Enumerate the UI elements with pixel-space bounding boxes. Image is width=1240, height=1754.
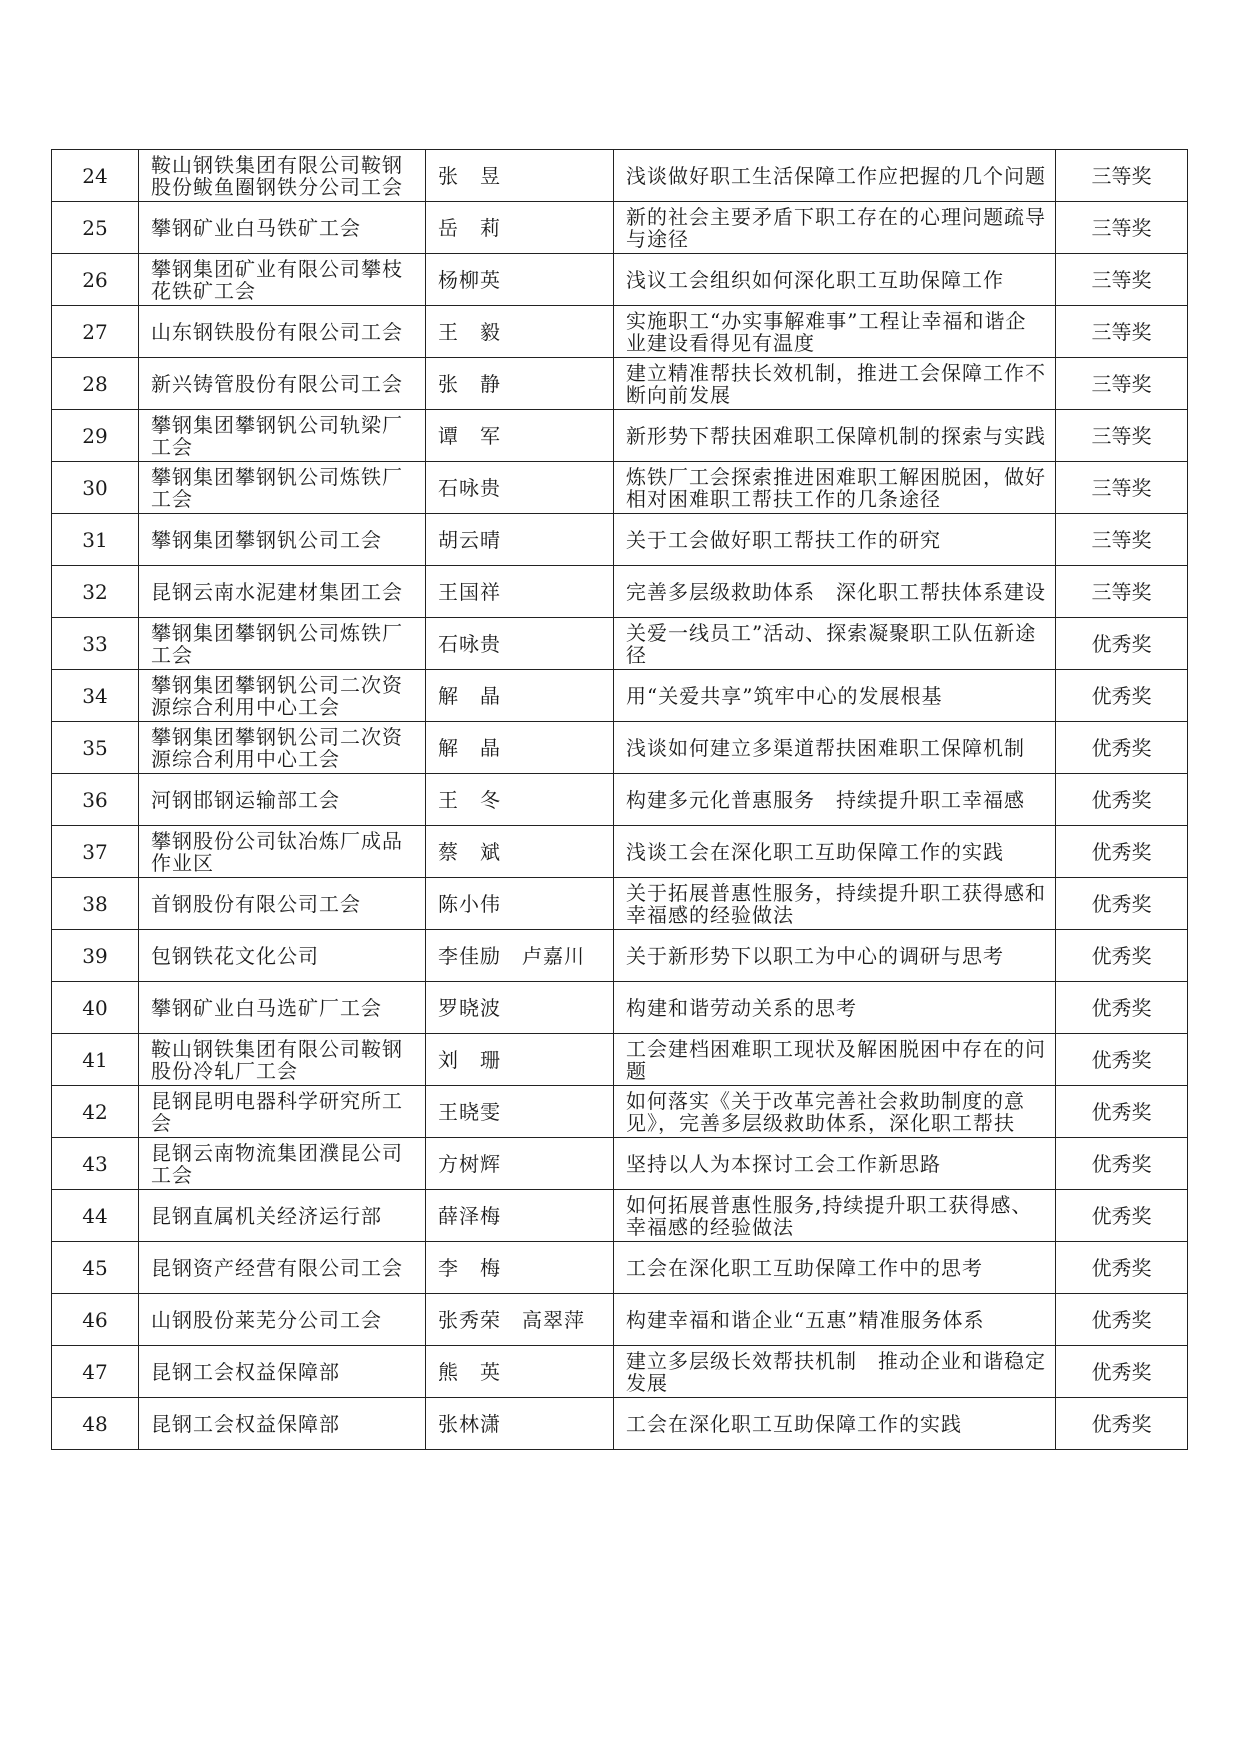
paper-title: 工会在深化职工互助保障工作的实践 [626, 1412, 962, 1435]
table-row [52, 358, 1188, 410]
author-name-cell [426, 1034, 614, 1086]
author-name: 王 冬 [438, 787, 501, 812]
unit-name: 攀钢矿业白马选矿厂工会 [151, 996, 382, 1019]
author-name-cell [426, 462, 614, 514]
unit-name-cell [139, 722, 426, 774]
paper-title-cell [614, 930, 1056, 982]
unit-name: 昆钢工会权益保障部 [151, 1360, 340, 1383]
row-number: 35 [82, 735, 108, 760]
author-name-cell [426, 670, 614, 722]
award-level: 优秀奖 [1091, 1411, 1152, 1436]
row-number-cell [52, 306, 139, 358]
unit-name-cell [139, 306, 426, 358]
award-level: 三等奖 [1091, 215, 1152, 240]
award-level: 优秀奖 [1091, 1307, 1152, 1332]
author-name: 方树辉 [438, 1151, 501, 1176]
award-level-cell [1056, 878, 1188, 930]
table-row [52, 1086, 1188, 1138]
unit-name-cell [139, 1034, 426, 1086]
paper-title: 坚持以人为本探讨工会工作新思路 [626, 1152, 941, 1175]
author-name-cell [426, 514, 614, 566]
award-level: 优秀奖 [1091, 683, 1152, 708]
row-number: 27 [82, 319, 108, 344]
paper-title-cell [614, 1398, 1056, 1450]
unit-name: 攀钢集团攀钢钒公司炼铁厂工会 [151, 621, 403, 666]
row-number: 33 [82, 631, 108, 656]
author-name: 熊 英 [438, 1359, 501, 1384]
paper-title-cell [614, 566, 1056, 618]
row-number-cell [52, 254, 139, 306]
author-name-cell [426, 566, 614, 618]
paper-title-cell [614, 462, 1056, 514]
row-number: 42 [82, 1099, 108, 1124]
row-number-cell [52, 1346, 139, 1398]
award-level: 优秀奖 [1091, 1151, 1152, 1176]
award-level: 三等奖 [1091, 267, 1152, 292]
paper-title: 构建幸福和谐企业“五惠”精准服务体系 [626, 1308, 985, 1331]
unit-name-cell [139, 1398, 426, 1450]
table-row [52, 410, 1188, 462]
author-name-cell [426, 150, 614, 202]
award-level-cell [1056, 826, 1188, 878]
paper-title: 浅谈如何建立多渠道帮扶困难职工保障机制 [626, 736, 1025, 759]
row-number: 47 [82, 1359, 108, 1384]
unit-name-cell [139, 410, 426, 462]
author-name-cell [426, 982, 614, 1034]
table-row [52, 1398, 1188, 1450]
row-number-cell [52, 670, 139, 722]
award-level-cell [1056, 1294, 1188, 1346]
paper-title-cell [614, 982, 1056, 1034]
paper-title: 浅议工会组织如何深化职工互助保障工作 [626, 268, 1004, 291]
unit-name-cell [139, 462, 426, 514]
award-level-cell [1056, 1086, 1188, 1138]
unit-name: 昆钢直属机关经济运行部 [151, 1204, 382, 1227]
award-level-cell [1056, 462, 1188, 514]
award-level-cell [1056, 1138, 1188, 1190]
row-number: 34 [82, 683, 108, 708]
table-row [52, 878, 1188, 930]
row-number-cell [52, 878, 139, 930]
unit-name: 攀钢集团攀钢钒公司二次资源综合利用中心工会 [151, 725, 403, 770]
unit-name-cell [139, 826, 426, 878]
paper-title: 新的社会主要矛盾下职工存在的心理问题疏导与途径 [626, 205, 1046, 250]
row-number-cell [52, 566, 139, 618]
row-number: 32 [82, 579, 108, 604]
paper-title-cell [614, 306, 1056, 358]
unit-name: 新兴铸管股份有限公司工会 [151, 372, 403, 395]
row-number-cell [52, 930, 139, 982]
unit-name: 昆钢昆明电器科学研究所工会 [151, 1089, 403, 1134]
paper-title-cell [614, 254, 1056, 306]
paper-title-cell [614, 514, 1056, 566]
row-number-cell [52, 826, 139, 878]
author-name: 罗晓波 [438, 995, 501, 1020]
award-level-cell [1056, 514, 1188, 566]
award-level-cell [1056, 306, 1188, 358]
unit-name-cell [139, 1346, 426, 1398]
paper-title-cell [614, 1086, 1056, 1138]
unit-name: 鞍山钢铁集团有限公司鞍钢股份鲅鱼圈钢铁分公司工会 [151, 153, 403, 198]
row-number-cell [52, 1086, 139, 1138]
unit-name: 昆钢云南水泥建材集团工会 [151, 580, 403, 603]
author-name: 石咏贵 [438, 475, 501, 500]
unit-name-cell [139, 1086, 426, 1138]
row-number-cell [52, 774, 139, 826]
author-name-cell [426, 878, 614, 930]
paper-title-cell [614, 1346, 1056, 1398]
unit-name-cell [139, 358, 426, 410]
unit-name-cell [139, 150, 426, 202]
row-number-cell [52, 1190, 139, 1242]
author-name: 石咏贵 [438, 631, 501, 656]
unit-name-cell [139, 618, 426, 670]
paper-title-cell [614, 410, 1056, 462]
unit-name: 昆钢资产经营有限公司工会 [151, 1256, 403, 1279]
award-table [51, 149, 1188, 1450]
row-number: 26 [82, 267, 108, 292]
paper-title: 工会建档困难职工现状及解困脱困中存在的问题 [626, 1037, 1046, 1082]
author-name-cell [426, 202, 614, 254]
paper-title-cell [614, 826, 1056, 878]
author-name: 王国祥 [438, 579, 501, 604]
paper-title-cell [614, 722, 1056, 774]
row-number: 46 [82, 1307, 108, 1332]
author-name-cell [426, 618, 614, 670]
unit-name: 攀钢矿业白马铁矿工会 [151, 216, 361, 239]
author-name: 李 梅 [438, 1255, 501, 1280]
row-number-cell [52, 202, 139, 254]
award-level-cell [1056, 670, 1188, 722]
award-level: 优秀奖 [1091, 787, 1152, 812]
row-number: 28 [82, 371, 108, 396]
table-row [52, 982, 1188, 1034]
table-row [52, 1242, 1188, 1294]
paper-title: 建立多层级长效帮扶机制 推动企业和谐稳定发展 [626, 1349, 1046, 1394]
paper-title-cell [614, 150, 1056, 202]
award-level: 优秀奖 [1091, 735, 1152, 760]
award-level-cell [1056, 1034, 1188, 1086]
unit-name-cell [139, 1138, 426, 1190]
paper-title-cell [614, 202, 1056, 254]
row-number: 24 [82, 163, 108, 188]
table-row [52, 774, 1188, 826]
paper-title: 关于工会做好职工帮扶工作的研究 [626, 528, 941, 551]
table-row [52, 566, 1188, 618]
paper-title: 构建多元化普惠服务 持续提升职工幸福感 [626, 788, 1025, 811]
award-level-cell [1056, 930, 1188, 982]
unit-name: 河钢邯钢运输部工会 [151, 788, 340, 811]
row-number: 40 [82, 995, 108, 1020]
row-number-cell [52, 1034, 139, 1086]
unit-name: 攀钢集团攀钢钒公司工会 [151, 528, 382, 551]
author-name: 陈小伟 [438, 891, 501, 916]
award-level: 优秀奖 [1091, 1203, 1152, 1228]
row-number-cell [52, 410, 139, 462]
unit-name-cell [139, 1294, 426, 1346]
author-name-cell [426, 1294, 614, 1346]
row-number: 41 [82, 1047, 108, 1072]
award-level: 优秀奖 [1091, 943, 1152, 968]
row-number: 36 [82, 787, 108, 812]
author-name: 杨柳英 [438, 267, 501, 292]
award-level-cell [1056, 1190, 1188, 1242]
paper-title: 建立精准帮扶长效机制，推进工会保障工作不断向前发展 [626, 361, 1046, 406]
unit-name-cell [139, 1242, 426, 1294]
unit-name: 包钢铁花文化公司 [151, 944, 319, 967]
row-number: 38 [82, 891, 108, 916]
author-name: 张 静 [438, 371, 501, 396]
award-level: 三等奖 [1091, 371, 1152, 396]
author-name: 解 晶 [438, 683, 501, 708]
author-name: 张林潇 [438, 1411, 501, 1436]
author-name-cell [426, 826, 614, 878]
unit-name: 山东钢铁股份有限公司工会 [151, 320, 403, 343]
award-level-cell [1056, 618, 1188, 670]
award-level-cell [1056, 722, 1188, 774]
author-name-cell [426, 1138, 614, 1190]
paper-title: 新形势下帮扶困难职工保障机制的探索与实践 [626, 424, 1046, 447]
award-level: 优秀奖 [1091, 1359, 1152, 1384]
table-row [52, 1294, 1188, 1346]
unit-name-cell [139, 774, 426, 826]
award-level: 三等奖 [1091, 319, 1152, 344]
award-level: 三等奖 [1091, 475, 1152, 500]
author-name-cell [426, 1190, 614, 1242]
award-level: 优秀奖 [1091, 839, 1152, 864]
table-row [52, 722, 1188, 774]
award-level-cell [1056, 410, 1188, 462]
author-name: 李佳励 卢嘉川 [438, 943, 585, 968]
paper-title-cell [614, 774, 1056, 826]
unit-name: 昆钢工会权益保障部 [151, 1412, 340, 1435]
paper-title: 浅谈做好职工生活保障工作应把握的几个问题 [626, 164, 1046, 187]
author-name-cell [426, 1242, 614, 1294]
paper-title-cell [614, 1190, 1056, 1242]
award-level-cell [1056, 1398, 1188, 1450]
row-number: 44 [82, 1203, 108, 1228]
row-number: 48 [82, 1411, 108, 1436]
paper-title: 关于新形势下以职工为中心的调研与思考 [626, 944, 1004, 967]
paper-title: 关于拓展普惠性服务，持续提升职工获得感和幸福感的经验做法 [626, 881, 1046, 926]
author-name: 谭 军 [438, 423, 501, 448]
author-name-cell [426, 1086, 614, 1138]
paper-title: 工会在深化职工互助保障工作中的思考 [626, 1256, 983, 1279]
row-number: 25 [82, 215, 108, 240]
author-name: 蔡 斌 [438, 839, 501, 864]
table-row [52, 826, 1188, 878]
award-level-cell [1056, 566, 1188, 618]
unit-name-cell [139, 254, 426, 306]
award-level-cell [1056, 1242, 1188, 1294]
row-number-cell [52, 1138, 139, 1190]
table-row [52, 670, 1188, 722]
table-row [52, 514, 1188, 566]
row-number-cell [52, 982, 139, 1034]
row-number-cell [52, 1242, 139, 1294]
row-number: 31 [82, 527, 108, 552]
paper-title: 关爱一线员工”活动、探索凝聚职工队伍新途径 [626, 621, 1037, 666]
author-name: 胡云晴 [438, 527, 501, 552]
paper-title: 如何拓展普惠性服务,持续提升职工获得感、幸福感的经验做法 [626, 1193, 1033, 1238]
table-row [52, 462, 1188, 514]
paper-title-cell [614, 1294, 1056, 1346]
unit-name-cell [139, 878, 426, 930]
paper-title-cell [614, 1242, 1056, 1294]
award-level: 优秀奖 [1091, 1255, 1152, 1280]
row-number: 37 [82, 839, 108, 864]
unit-name: 昆钢云南物流集团濮昆公司工会 [151, 1141, 403, 1186]
table-row [52, 930, 1188, 982]
paper-title: 实施职工“办实事解难事”工程让幸福和谐企业建设看得见有温度 [626, 309, 1027, 354]
author-name-cell [426, 306, 614, 358]
table-row [52, 254, 1188, 306]
paper-title-cell [614, 670, 1056, 722]
table-row [52, 150, 1188, 202]
unit-name-cell [139, 1190, 426, 1242]
author-name-cell [426, 1398, 614, 1450]
row-number: 30 [82, 475, 108, 500]
author-name-cell [426, 930, 614, 982]
award-level-cell [1056, 358, 1188, 410]
unit-name-cell [139, 566, 426, 618]
unit-name: 攀钢集团矿业有限公司攀枝花铁矿工会 [151, 257, 403, 302]
award-level: 优秀奖 [1091, 891, 1152, 916]
paper-title: 如何落实《关于改革完善社会救助制度的意见》，完善多层级救助体系，深化职工帮扶 [626, 1089, 1025, 1134]
unit-name: 山钢股份莱芜分公司工会 [151, 1308, 382, 1331]
author-name-cell [426, 722, 614, 774]
paper-title-cell [614, 358, 1056, 410]
unit-name: 攀钢集团攀钢钒公司二次资源综合利用中心工会 [151, 673, 403, 718]
author-name: 王 毅 [438, 319, 501, 344]
unit-name: 攀钢股份公司钛冶炼厂成品作业区 [151, 829, 403, 874]
author-name-cell [426, 774, 614, 826]
paper-title: 浅谈工会在深化职工互助保障工作的实践 [626, 840, 1004, 863]
row-number-cell [52, 358, 139, 410]
award-level-cell [1056, 982, 1188, 1034]
unit-name-cell [139, 982, 426, 1034]
unit-name-cell [139, 670, 426, 722]
table-row [52, 306, 1188, 358]
paper-title: 完善多层级救助体系 深化职工帮扶体系建设 [626, 580, 1046, 603]
unit-name-cell [139, 202, 426, 254]
paper-title: 炼铁厂工会探索推进困难职工解困脱困，做好相对困难职工帮扶工作的几条途径 [626, 465, 1046, 510]
author-name-cell [426, 254, 614, 306]
row-number-cell [52, 150, 139, 202]
row-number-cell [52, 722, 139, 774]
award-level: 优秀奖 [1091, 631, 1152, 656]
unit-name-cell [139, 930, 426, 982]
table-row [52, 1190, 1188, 1242]
award-level-cell [1056, 150, 1188, 202]
award-level: 三等奖 [1091, 423, 1152, 448]
table-row [52, 1034, 1188, 1086]
row-number: 39 [82, 943, 108, 968]
table-row [52, 1346, 1188, 1398]
award-level: 三等奖 [1091, 527, 1152, 552]
row-number: 29 [82, 423, 108, 448]
award-level-cell [1056, 202, 1188, 254]
award-level-cell [1056, 254, 1188, 306]
award-level: 优秀奖 [1091, 1047, 1152, 1072]
paper-title: 构建和谐劳动关系的思考 [626, 996, 857, 1019]
row-number: 43 [82, 1151, 108, 1176]
table-row [52, 202, 1188, 254]
author-name: 王晓雯 [438, 1099, 501, 1124]
author-name: 薛泽梅 [438, 1203, 501, 1228]
paper-title-cell [614, 1034, 1056, 1086]
author-name-cell [426, 410, 614, 462]
author-name: 刘 珊 [438, 1047, 501, 1072]
row-number-cell [52, 1294, 139, 1346]
award-level: 三等奖 [1091, 163, 1152, 188]
award-level-cell [1056, 774, 1188, 826]
paper-title-cell [614, 878, 1056, 930]
unit-name: 首钢股份有限公司工会 [151, 892, 361, 915]
award-level: 优秀奖 [1091, 995, 1152, 1020]
unit-name: 鞍山钢铁集团有限公司鞍钢股份冷轧厂工会 [151, 1037, 403, 1082]
row-number-cell [52, 514, 139, 566]
paper-title-cell [614, 618, 1056, 670]
row-number-cell [52, 1398, 139, 1450]
author-name-cell [426, 358, 614, 410]
award-level: 优秀奖 [1091, 1099, 1152, 1124]
paper-title: 用“关爱共享”筑牢中心的发展根基 [626, 684, 943, 707]
award-table-body [52, 150, 1188, 1450]
unit-name: 攀钢集团攀钢钒公司炼铁厂工会 [151, 465, 403, 510]
author-name-cell [426, 1346, 614, 1398]
row-number-cell [52, 618, 139, 670]
author-name: 张 昱 [438, 163, 501, 188]
table-row [52, 618, 1188, 670]
unit-name: 攀钢集团攀钢钒公司轨梁厂工会 [151, 413, 403, 458]
award-level: 三等奖 [1091, 579, 1152, 604]
author-name: 解 晶 [438, 735, 501, 760]
award-level-cell [1056, 1346, 1188, 1398]
unit-name-cell [139, 514, 426, 566]
author-name: 张秀荣 高翠萍 [438, 1307, 585, 1332]
paper-title-cell [614, 1138, 1056, 1190]
row-number-cell [52, 462, 139, 514]
author-name: 岳 莉 [438, 215, 501, 240]
row-number: 45 [82, 1255, 108, 1280]
table-row [52, 1138, 1188, 1190]
